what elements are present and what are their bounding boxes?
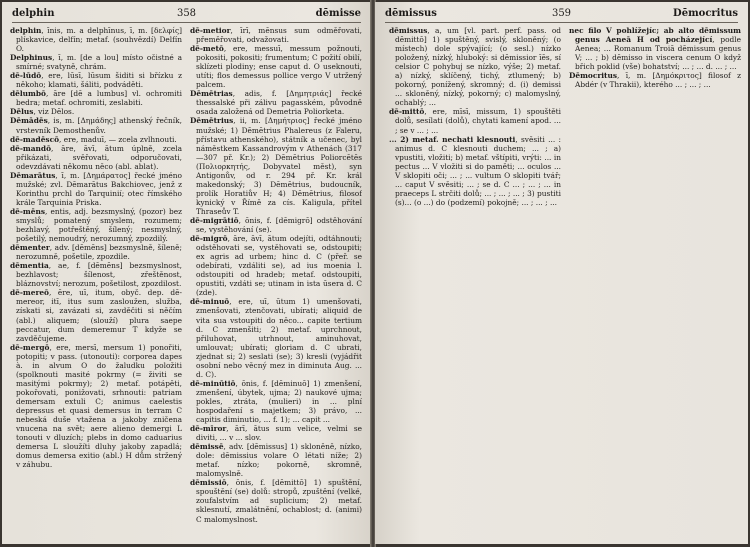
dictionary-entry: dē-minūtiō, ōnis, f. [dēminuō] 1) zmenšení, zmenšení, úbytek, ujma; 2) naukové ujma; pokles, ztráta, (mulieri) in ... plní hospodaření s majetkem; 3) právo, ... capitis diminutio, ... f. 1); ... capit ... xyxy=(190,378,362,425)
dictionary-entry: dē-mittō, ere, mīsī, missum, 1) spouštěti dolů, sesílati (dolů), chytati kamení apod. ... ; se v ... ; ... xyxy=(389,107,561,135)
entry-headword: Dēlus xyxy=(10,107,34,117)
dictionary-entry: dē-metō, ere, messuī, messum požnouti, pokositi, pokositi; frumentum; C požití obilí, sklízeti plodiny; ense caput d. O useknouti, utíti; flos demessus pollice vergo V utržený palcem. xyxy=(190,44,362,90)
dictionary-entry: dē-mandō, āre, āvī, ātum úplně, zcela přikázati, svěřovati, odporučovati, odevzdávati někomu něco (abl. ablat). xyxy=(10,143,182,171)
entry-headword: dē-metō xyxy=(190,44,224,54)
entry-headword: Dēmādēs xyxy=(10,116,48,126)
left-column-1 xyxy=(10,26,182,540)
entry-headword: dē-minūtiō xyxy=(190,378,236,388)
entry-headword: Dēmocritus xyxy=(569,71,618,81)
entry-headword: dēlumbō xyxy=(10,89,46,99)
dictionary-entry: dēmissiō, ōnis, f. [dēmittō] 1) spuštění, spouštění (se) dolů: stropů, zpuštění (velké, zoufalstvím ad suplicium; 2) metaf. sklesnutí, zmalátnění, ochablost; d. (animi) C malomyslnost. xyxy=(190,478,362,524)
entry-headword: dē-lūdō xyxy=(10,71,42,81)
entry-headword: dēmenter xyxy=(10,243,50,253)
dictionary-entry: delphin, īnis, m. a delphīnus, ī, m. [δελφίς] plískavice, delfín; metaf. (souhvězdí) Delfín O. xyxy=(10,26,182,54)
dictionary-entry: dē-lūdō, ere, lūsī, lūsum šiditi si břízku z někoho; klamati, šáliti, podváděti. xyxy=(10,71,182,90)
right-page xyxy=(375,2,748,544)
dictionary-entry: dē-migrō, āre, āvī, ātum odejíti, odtáhnouti; odstěhovati se, vystěhovati se, odstoupiti; ex agris ad urbem; hinc d. C (přeř. se odebírati, vzdáliti se), ad ius moenia l. odstoupiti od hradeb; metaf. odstoupiti, opustiti, vzdáti se; utinam in ista ūsera d. C (zde). xyxy=(190,234,362,298)
entry-headword: dē-mittō xyxy=(389,107,425,117)
dictionary-entry: Dēmocritus, ī, m. [Δημόκριτος] filosof z Abdér (v Thrakii), kterého ... ; ... ; ... xyxy=(569,71,741,90)
dictionary-entry: ... 2) metaf. nechati klesnouti, svěsiti ... : animus d. C klesnouti duchem; ... ; a) vpustiti, vložiti; b) metaf. vštípiti, vrýti: ... in pectus ... V vložiti si do paměti; ... oculos ... V sklopiti oči; ... ; ... vultum O sklopiti tvář; ... caput V svěsiti; ... ; se d. C ... ; ... ; ... in praeceps L strčiti dolů; ... ; ... ; ... ; 3) pustiti (s)... (o ...) do (podzemí) pokojně; ... ; ... ; ... xyxy=(389,134,561,207)
dictionary-entry: dēmissē, adv. [dēmissus] 1) skloněně, nízko, dole: dēmissius volare O létati níže; 2) metaf. nízko; pokorně, skromně, malomyslně. xyxy=(190,442,362,479)
dictionary-entry: dē-mīror, ārī, ātus sum velice, velmi se diviti, ... v ... slov. xyxy=(190,424,362,443)
dictionary-entry: nec filo V pohlížejíc; ab alto dēmissum genus Aeneā H od pocházející, podle Aenea; ... Romanum Troiā dēmissum genus V; ... ; b) dēmisso in viscera cenum O když břich poklid (vše) bohatství; ... ; ... d. ... ; ... xyxy=(569,26,741,72)
right-column-1 xyxy=(389,26,561,540)
entry-headword: Dēmētrias xyxy=(190,89,233,99)
dictionary-entry: dē-madēscō, ere, maduī, — zcela zvlhnouti. xyxy=(10,134,177,144)
entry-headword: dē-migrātiō xyxy=(190,215,239,225)
entry-headword: dē-migrō xyxy=(190,234,228,244)
dictionary-entry: Dēmarātus, ī, m. [Δημάρατος] řecké jméno mužské; zvl. Dēmarātus Bakchiovec, jenž z Korinthu prchl do Tarquinií; otec římského krále Tarquinia Priska. xyxy=(10,170,182,207)
left-header-guideword-end: dēmisse xyxy=(315,8,361,19)
dictionary-entry: Dēlus, viz Dēlos. xyxy=(10,107,75,117)
entry-headword: dē-mīror xyxy=(190,424,227,434)
left-page-number: 358 xyxy=(176,8,197,19)
entry-headword: dē-mergō xyxy=(10,342,50,352)
entry-headword: Dēmētrius xyxy=(190,116,234,126)
dictionary-entry: dē-migrātiō, ōnis, f. [dēmigrō] odstěhování se, vystěhování (se). xyxy=(190,215,362,235)
entry-headword: delphin xyxy=(10,26,42,35)
right-header-guideword-end: Dēmocritus xyxy=(673,8,738,19)
dictionary-entry: dē-minuō, ere, uī, ūtum 1) umenšovati, zmenšovati, ztenčovati, ubírati; aliquid de vita sua vstoupiti do něco... capite tertium d. C zmenšiti; 2) metaf. uprchnout, přiluhovat, utrhnout, aminuhovat, umlouvat; ubírati; gloriam d. C ubrati, zjednat si; 2) seslati (se); 3) kresli (vyjádřit osobní nebo věcný mez in diminuta Aug. ... d. C). xyxy=(190,297,362,379)
entry-headword: nec filo V pohlížejíc; ab alto dēmissum genus Aeneā H od pocházející xyxy=(569,26,741,45)
left-page xyxy=(2,2,372,544)
dictionary-entry: dēlumbō, āre [dē a lumbus] vl. ochromiti bedra; metaf. ochromiti, zeslabiti. xyxy=(10,89,182,108)
entry-headword: ... 2) metaf. nechati klesnouti xyxy=(389,134,516,144)
left-header-guideword: delphin xyxy=(12,8,55,19)
dictionary-entry: Dēmētrias, adis, f. [Δημητριάς] řecké thessalské při zálivu pagasském, původně osada založená od Demetria Poliorketa. xyxy=(190,89,362,117)
dictionary-entry: dēmissus, a, um [vl. part. perf. pass. od dēmittō] 1) spuštěný, svislý, skloněný; (o místech) dole spývající; (o sesl.) nízko položený, nízký, hluboký: si dēmissior īēs, sí celsior C pohybuj se nízko, výše; 2) metaf. a) nízký, sklíčený, tichý, ztlumený; b) pokorný, ponížený, skromný; d. (i) demissi ... skloněný, nízký, pokorný; c) malomyslný, ochablý; ... xyxy=(389,26,561,108)
left-column-2 xyxy=(190,26,362,540)
right-column-2 xyxy=(569,26,741,540)
entry-headword: dēmentia xyxy=(10,261,49,271)
entry-headword: dē-mandō xyxy=(10,143,52,153)
entry-headword: dē-minuō xyxy=(190,297,230,307)
entry-headword: dēmissē xyxy=(190,442,224,452)
dictionary-entry: dēmenter, adv. [dēmēns] bezsmyslně, šíleně; nerozumně, pošetile, zpozdile. xyxy=(10,243,182,262)
dictionary-entry: Dēmādēs, is, m. [Δημάδης] athenský řečník, vrstevník Demosthenův. xyxy=(10,116,182,135)
dictionary-entry: Delphinus, ī, m. [de a lou] místo očistné a smírné; svatyně, chrám. xyxy=(10,53,182,72)
dictionary-entry: dēmentia, ae, f. [dēmēns] bezsmyslnost, bezhlavost; šílenost, zřeštěnost, bláznovství; nerozum, pošetilost, zpozdilost. xyxy=(10,261,182,289)
entry-headword: Dēmarātus xyxy=(10,170,56,180)
dictionary-entry: dē-mereō, ēre, uī, itum, obyč. dep. dē-mereor, itī, itus sum zasloužen, služba, získati si, zavázati si, zavděčiti si něčím (abl.) aliquem; (slouží) plura saepe peccatur, dum demeremur T kdyže se zavděčujeme. xyxy=(10,288,182,343)
dictionary-entry: dē-mergō, ere, mersī, mersum 1) ponořiti, potopiti; v pass. (utonouti): corporea dapes à. in alvum O do žaludku položiti (spolknouti masité pokrmy (= živiti se masitými pokrmy); 2) metaf. potápěti, pokořovati, ponižovati, srhnouti: patriam demersam extuli C; animus caelestis depressus et quasi demersus in terram C nebeská duše vtažena a jakoby zničena vnucena na svět; aere alieno demergi L tonouti v dluzích; plebs in domo caduarius demersa L sloužíti dluhy jakoby zapadlá; domus demersa exitio (abl.) H dům stržený v záhubu. xyxy=(10,342,182,470)
dictionary-entry: dē-mēns, entis, adj. bezsmyslný, (pozor) bez smyslů; pomatený smyslem, rozumem; bezhlavý, potřeštěný, šílený; nesmyslný, pošetilý, nemoudrý, nerozumný, zpozdilý. xyxy=(10,206,182,244)
entry-headword: Delphinus xyxy=(10,53,53,63)
entry-headword: dē-madēscō xyxy=(10,134,60,144)
dictionary-entry: Dēmētrius, ii, m. [Δημήτριος] řecké jméno mužské; 1) Dēmētrius Phalereus (z Faleru, přístavu athenského), státník a učenec, byl náměstkem Kassandrovým v Athenách (317—307 př. Kr.); 2) Dēmētrius Poliorcētēs (Πολιορκητής, Dobyvatel měst), syn Antigonův, od r. 294 př. Kr. král makedonský; 3) Dēmētrius, budoucník, prolík Horatiův H; 4) Dēmētrius, filosof kynický v Římě za cís. Kaligula, přítel Thraseův T. xyxy=(190,116,362,216)
entry-headword: dē-mereō xyxy=(10,288,49,298)
right-page-number: 359 xyxy=(551,8,572,19)
dictionary-entry: dē-metior, īrī, mēnsus sum odměřovati, přeměřovati, odvažovati. xyxy=(190,26,362,45)
entry-headword: dē-metior xyxy=(190,26,231,35)
entry-headword: dē-mēns xyxy=(10,206,45,216)
right-page-header xyxy=(385,8,738,23)
entry-headword: dēmissiō xyxy=(190,478,227,488)
right-header-guideword: dēmissus xyxy=(385,8,437,19)
entry-headword: dēmissus xyxy=(389,26,428,35)
left-page-header xyxy=(12,8,361,23)
